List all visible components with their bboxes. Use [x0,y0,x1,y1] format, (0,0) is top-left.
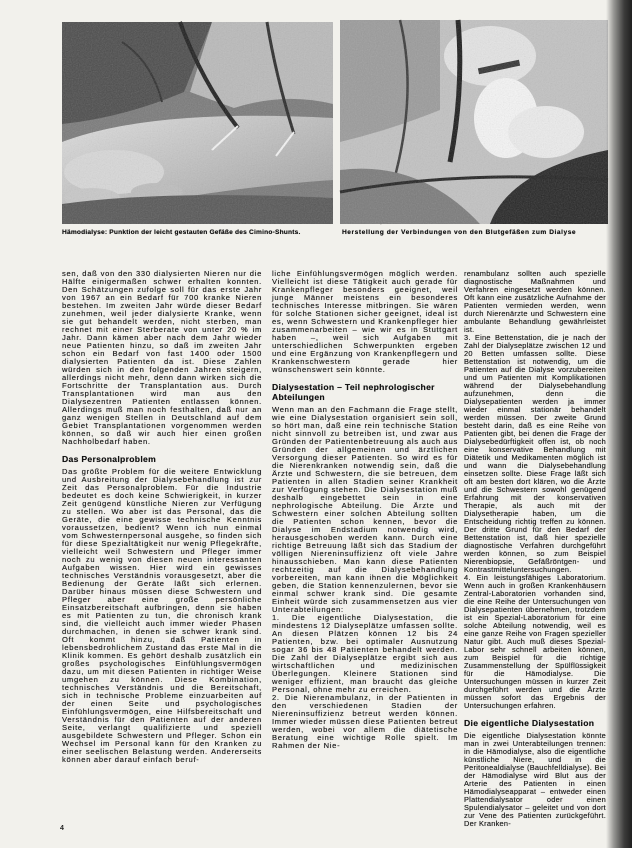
photo-tube-connection [340,20,608,224]
photo-hemodialysis-puncture-image [62,22,333,224]
scan-edge-shadow [606,0,632,848]
photo-grain [62,22,333,224]
section-heading: Dialysestation – Teil nephrologischer Abteilungen [272,382,435,402]
paragraph: renambulanz sollten auch spezielle diagnostische Maßnahmen und Verfahren eingesetzt werden können. Oft kann eine zusätzliche Aufnahme der Patienten vermieden werden, wenn durch Nierenärzte und Schwestern eine ambulante Behandlung gewährleistet ist. [464,269,606,334]
text-column-1 [62,270,262,822]
paragraph: 2. Die Nierenambulanz, in der Patienten in den verschiedenen Stadien der Niereninsuffizienz betreut werden können. Immer wieder müssen diese Patienten betreut werden, wobei vor allem die diätetische Beratung eine wichtige Rolle spielt. Im Rahmen der Nie- [272,693,458,750]
paragraph: 3. Eine Bettenstation, die je nach der Zahl der Dialyseplätze zwischen 12 und 20 Betten umfassen sollte. Diese Bettenstation ist notwendig, um die Patienten auf die Dialyse vorzubereiten und um Patienten mit Komplikationen während der Dialysebehandlung aufzunehmen, denn die Dialysepatienten werden ja immer wieder einmal stationär behandelt werden müssen. Der zweite Grund besteht darin, daß es eine Reihe von Patienten gibt, bei denen die Frage der Dialysebedürftigkeit offen ist, ob noch eine konservative Behandlung mit Diätetik und Medikamenten möglich ist und wann die Dialysebehandlung einsetzen sollte. Diese Frage läßt sich oft am besten dort klären, wo die Ärzte und die Schwestern sowohl genügend Erfahrung mit der konservativen Therapie, als auch mit der Dialysetherapie haben, um die Entscheidung richtig treffen zu können. Der dritte Grund für den Bedarf der Bettenstation ist, daß hier spezielle diagnostische Verfahren durchgeführt werden können, so zum Beispiel Nierenbiopsie, Gefäßröntgen- und Kontrastmitteluntersuchungen. [464,333,606,574]
section-heading: Das Personalproblem [62,454,157,464]
photo-caption-right: Herstellung der Verbindungen von den Blutgefäßen zum Dialyse [342,229,577,236]
page-number: 4 [60,825,64,832]
photo-tube-connection-image [340,20,608,224]
text-column-3 [464,269,606,828]
photo-grain [340,20,608,224]
photo-caption-left: Hämodialyse: Punktion der leicht gestauten Gefäße des Cimino-Shunts. [62,229,301,236]
paragraph: 1. Die eigentliche Dialysestation, die mindestens 12 Dialyseplätze umfassen sollte. An diesen Plätzen können 12 bis 24 Patienten, bzw. bei optimaler Ausnutzung sogar 36 bis 48 Patienten behandelt werden. Die Zahl der Dialyseplätze ergibt sich aus wirtschaftlichen und medizinischen Überlegungen. Kleinere Stationen sind weniger effizient, man braucht das gleiche Personal, ohne mehr zu erreichen. [272,613,458,694]
text-column-2 [272,270,458,822]
paragraph: sen, daß von den 330 dialysierten Nieren nur die Hälfte einigermaßen schwer erhalten konnten. Den Schätzungen zufolge soll für das erste Jahr von 1967 an ein Bedarf für 700 kranke Nieren bestehen. Im zweiten Jahr würde dieser Bedarf zunehmen, weil jeder dialysierte Kranke, wenn sie gut behandelt werden, nicht sterben, man rechnet mit einer Sterberate von unter 20 % im Jahr. Dann kämen aber nach dem Jahr wieder neue Patienten hinzu, so daß im zweiten Jahr schon ein Bedarf von fast 1400 oder 1500 dialysierten Patienten da ist. Diese Zahlen würden sich in den folgenden Jahren steigern, allerdings nicht mehr, denn dann wirken sich die Fortschritte der Transplantation aus. Durch Transplantationen wird man aus den Dialysezentren Patienten entlassen können. Allerdings muß man noch festhalten, daß nur an ganz wenigen Stellen in Deutschland auf dem Gebiet Transplantationen vorgenommen werden können, so daß wir auch hier einen großen Nachholbedarf haben. [62,269,262,446]
paragraph: Die eigentliche Dialysestation könnte man in zwei Unterabteilungen trennen: in die Hämodialyse, also die eigentliche künstliche Niere, und in die Peritonealdialyse (Bauchfelldialyse). Bei der Hämodialyse wird Blut aus der Arterie des Patienten in einen Hämodialyseapparat – entweder einen Plattendialysator oder einen Spulendialysator – geleitet und von dort zur Vene des Patienten zurückgeführt. Der Kranken- [464,731,606,828]
paragraph: Wenn man an den Fachmann die Frage stellt, wie eine Dialysestation organisiert sein soll, so hört man, daß eine rein technische Station nicht sinnvoll zu betreiben ist, und zwar aus Gründen der Patientenbetreuung als auch aus Gründen der allgemeinen und ärztlichen Versorgung dieser Patienten. So wird es für die Nierenkranken notwendig sein, daß die Ärzte und Schwestern, die sie betreuen, dem Patienten in allen Stadien seiner Krankheit zur Verfügung stehen. Die Dialysestation muß deshalb eingebettet sein in eine nephrologische Abteilung. Die Ärzte und Schwestern einer solchen Abteilung sollten die Patienten schon kennen, bevor die Dialyse im Endstadium notwendig wird, herausgeschoben werden kann. Durch eine richtige Betreuung läßt sich das Stadium der völligen Niereninsuffizienz oft viele Jahre hinausschieben. Man kann diese Patienten rechtzeitig auf die Dialysebehandlung vorbereiten, man kann ihnen die Möglichkeit geben, die Station kennenzulernen, bevor sie einmal schwer krank sind. Die gesamte Einheit würde sich zusammensetzen aus vier Unterabteilungen: [272,405,458,614]
paragraph: Das größte Problem für die weitere Entwicklung und Ausbreitung der Dialysebehandlung ist zur Zeit das Personalproblem. Für die Industrie bedeutet es doch keine Schwierigkeit, in kurzer Zeit genügend künstliche Nieren zur Verfügung zu stellen. Wo aber ist das Personal, das die Geräte, die eine gewisse technische Kenntnis voraussetzen, bedient? Wenn ich nun einmal vom Schwesternpersonal ausgehe, so finden sich für diese Spezialtätigkeit nur wenig Pflegekräfte, vielleicht weil Schwestern und Pfleger immer noch zu wenig von diesen neuen interessanten Aufgaben wissen. Hier wird ein gewisses technisches Verständnis vorausgesetzt, aber die Bedienung der Geräte läßt sich erlernen. Darüber hinaus müssen diese Schwestern und Pfleger aber eine große persönliche Einsatzbereitschaft aufbringen, denn sie haben es mit Patienten zu tun, die chronisch krank sind, die vielleicht auch immer wieder Phasen durchmachen, in denen sie schwer krank sind. Oft kommt hinzu, daß Patienten in lebensbedrohlichem Zustand das erste Mal in die Klinik kommen. Es gehört deshalb zusätzlich ein großes psychologisches Einfühlungsvermögen dazu, um mit diesen Patienten in richtiger Weise umgehen zu können. Diese Kombination, technisches Verständnis und die Bereitschaft, sich in technische Probleme einzuarbeiten auf der einen Seite und psychologisches Einfühlungsvermögen, eine Hilfsbereitschaft und Verständnis für den Patienten auf der anderen Seite, verlangt qualifizierte und speziell ausgebildete Schwestern und Pfleger. Schon ein Wechsel im Personal kann für den Kranken zu einer seelischen Belastung werden. Andererseits können aber darauf einfach beruf- [62,467,262,764]
section-heading: Die eigentliche Dialysestation [464,718,595,728]
paragraph: 4. Ein leistungsfähiges Laboratorium. Wenn auch in großen Krankenhäusern Zentral-Laboratorien vorhanden sind, die eine Reihe der Untersuchungen von Dialysepatienten übernehmen, trotzdem ist ein Spezial-Laboratorium für eine solche Abteilung notwendig, weil es eine ganze Reihe von Fragen spezieller Natur gibt. Auch muß dieses Spezial-Labor sehr schnell arbeiten können, zum Beispiel für die richtige Zusammenstellung der Spülflüssigkeit für die Hämodialyse. Die Untersuchungen müssen in kurzer Zeit durchgeführt werden und die Ärzte müssen sofort das Ergebnis der Untersuchungen erfahren. [464,573,606,710]
photo-hemodialysis-puncture [62,22,333,224]
paragraph: liche Einfühlungsvermögen möglich werden. Vielleicht ist diese Tätigkeit auch gerade für Krankenpfleger besonders geeignet, weil junge Männer meistens ein besonderes technisches Interesse mitbringen. Sie wären für solche Stationen sicher geeignet, ideal ist es, wenn Schwestern und Krankenpfleger hier zusammenarbeiten – wie wir es in Stuttgart haben –, weil sich Aufgaben mit unterschiedlichen Schwerpunkten ergeben und eine Ergänzung von Krankenpflegern und Krankenschwestern gerade hier wünschenswert sein könnte. [272,269,458,374]
